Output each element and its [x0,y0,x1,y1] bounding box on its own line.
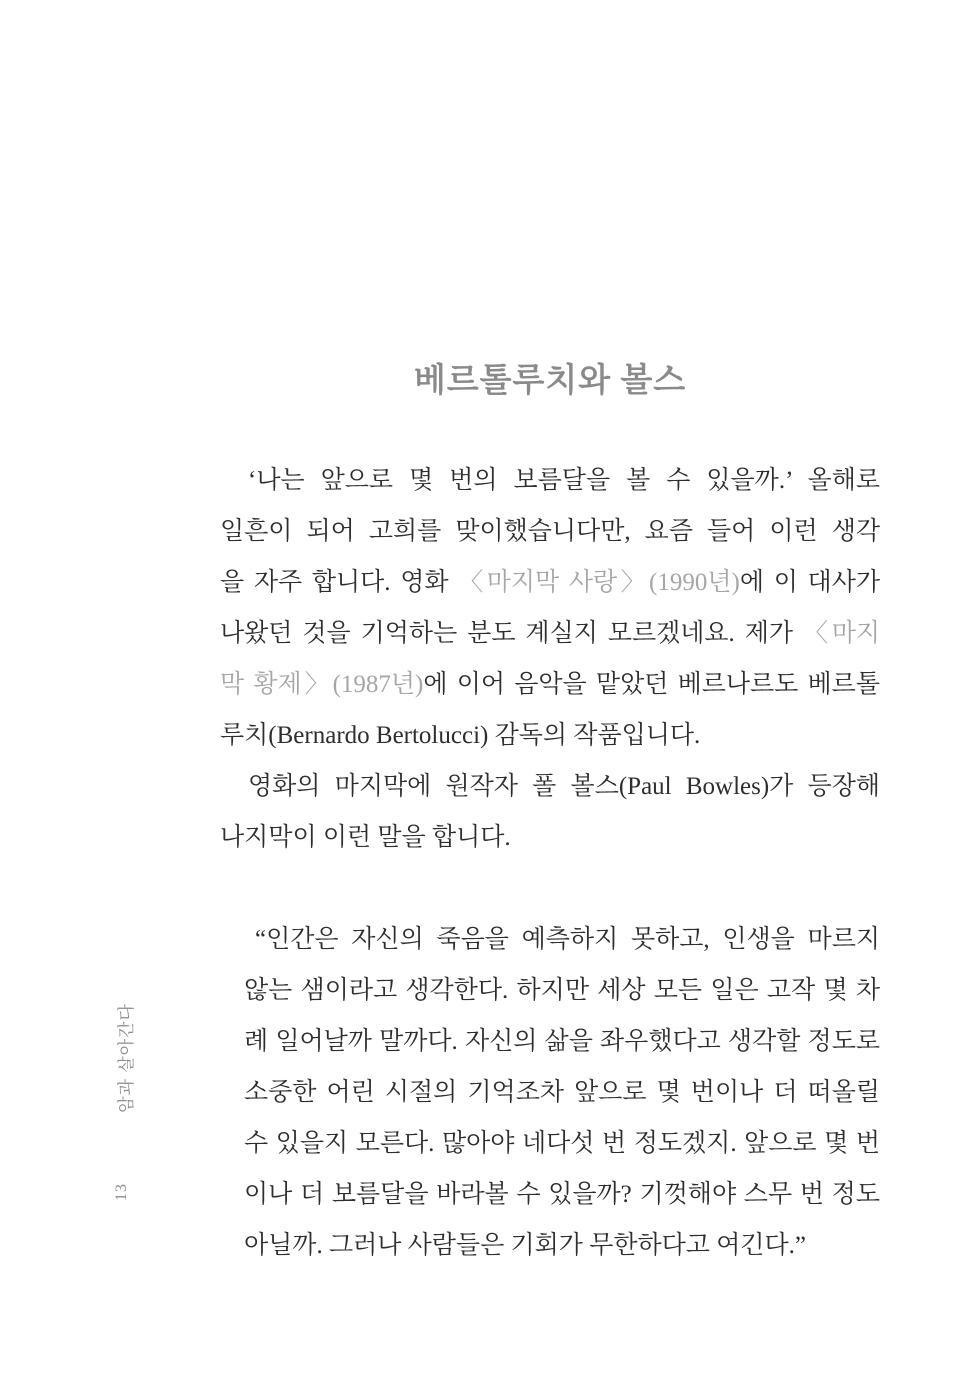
paragraph-1 [220,455,880,761]
movie-title-text: 막 황제〉(1987년) [220,671,424,698]
body-line: ‘나는 앞으로 몇 번의 보름달을 볼 수 있을까.’ 올해로 [248,467,880,494]
quote-line: 아닐까. 그러나 사람들은 기회가 무한하다고 여긴다.” [244,1232,806,1259]
body-line: 나왔던 것을 기억하는 분도 계실지 모르겠네요. 제가 〈마지 [220,620,880,647]
quote-line: 소중한 어린 시절의 기억조차 앞으로 몇 번이나 더 떠올릴 [244,1079,880,1106]
quote-line: 례 일어날까 말까다. 자신의 삶을 좌우했다고 생각할 정도로 [244,1028,880,1055]
movie-title-text: 〈마지 [803,620,880,647]
running-head: 암과 살아간다 [116,1003,136,1113]
body-line: 을 자주 합니다. 영화 〈마지막 사랑〉(1990년)에 이 대사가 [220,569,880,596]
body-line: 나지막이 이런 말을 합니다. [220,824,511,851]
body-line: 일흔이 되어 고희를 맞이했습니다만, 요즘 들어 이런 생각 [220,518,880,545]
block-quote [244,914,880,1271]
body-line: 영화의 마지막에 원작자 폴 볼스(Paul Bowles)가 등장해 [248,773,880,800]
paragraph-2 [220,761,880,863]
quote-line: 않는 샘이라고 생각한다. 하지만 세상 모든 일은 고작 몇 차 [244,977,880,1004]
quote-line: “인간은 자신의 죽음을 예측하지 못하고, 인생을 마르지 [255,926,880,953]
body-line: 막 황제〉(1987년)에 이어 음악을 맡았던 베르나르도 베르톨 [220,671,880,698]
movie-title-text: 〈마지막 사랑〉(1990년) [458,569,740,596]
chapter-title: 베르톨루치와 볼스 [413,363,687,399]
quote-line: 이나 더 보름달을 바라볼 수 있을까? 기껏해야 스무 번 정도 [244,1181,880,1208]
page-number: 13 [113,1183,130,1201]
paragraph-spacer [220,863,880,914]
quote-line: 수 있을지 모른다. 많아야 네다섯 번 정도겠지. 앞으로 몇 번 [244,1130,880,1157]
body-text-column [220,455,880,1271]
body-line: 루치(Bernardo Bertolucci) 감독의 작품입니다. [220,722,701,749]
